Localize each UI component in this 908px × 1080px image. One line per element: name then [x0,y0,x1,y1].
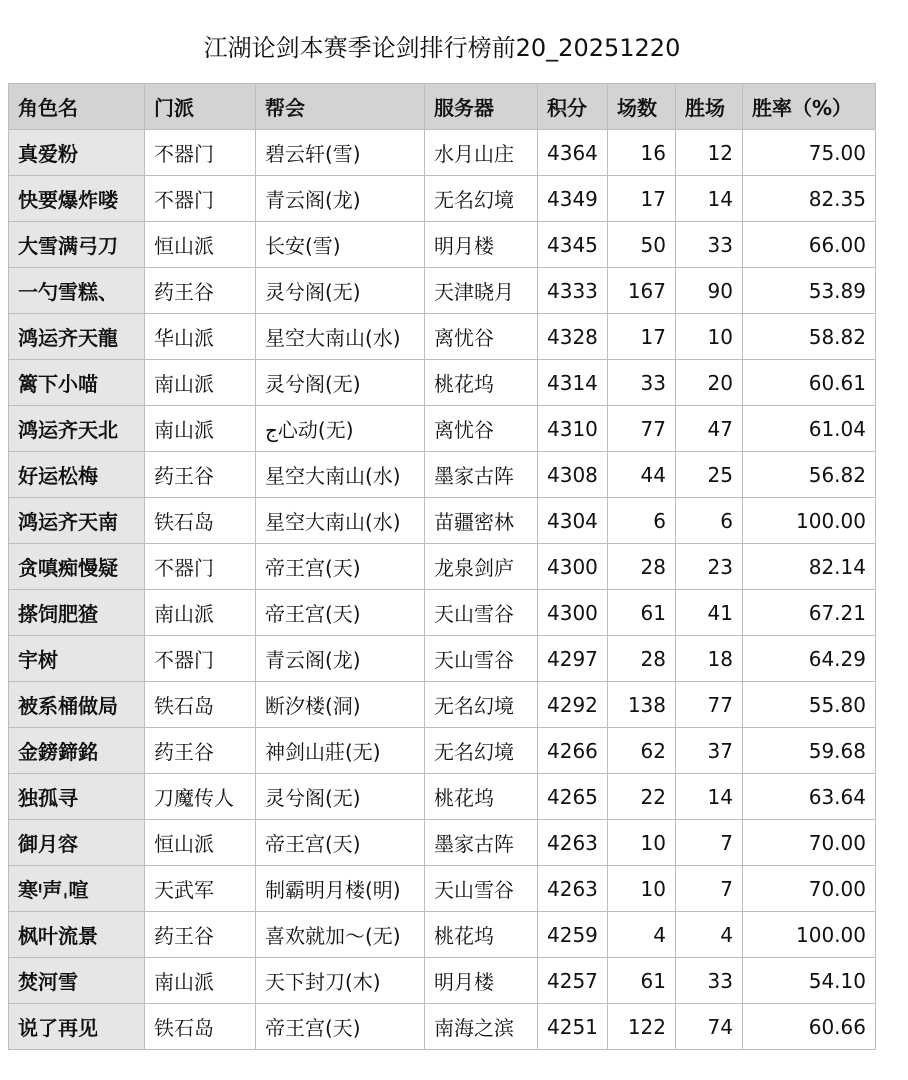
cell-games: 44 [608,452,676,498]
header-win-rate: 胜率（%） [743,84,876,130]
table-row [9,452,876,498]
header-score: 积分 [538,84,608,130]
cell-guild: ج心动(无) [256,406,425,452]
cell-character-name: 鸿运齐天龍 [9,314,145,360]
cell-win-rate: 75.00 [743,130,876,176]
cell-sect: 南山派 [145,360,256,406]
header-wins: 胜场 [676,84,743,130]
cell-character-name: 焚河雪 [9,958,145,1004]
cell-games: 61 [608,590,676,636]
cell-server: 明月楼 [425,222,538,268]
cell-score: 4300 [538,590,608,636]
cell-character-name: 枫叶流景 [9,912,145,958]
cell-server: 苗疆密林 [425,498,538,544]
cell-games: 17 [608,176,676,222]
table-row [9,268,876,314]
cell-guild: 灵兮阁(无) [256,360,425,406]
cell-server: 南海之滨 [425,1004,538,1050]
cell-server: 水月山庄 [425,130,538,176]
cell-wins: 6 [676,498,743,544]
ranking-table [8,83,876,1050]
cell-character-name: 鸿运齐天北 [9,406,145,452]
cell-sect: 铁石岛 [145,1004,256,1050]
cell-wins: 41 [676,590,743,636]
cell-guild: 灵兮阁(无) [256,774,425,820]
table-row [9,176,876,222]
cell-win-rate: 63.64 [743,774,876,820]
header-server: 服务器 [425,84,538,130]
cell-character-name: 被系桶做局 [9,682,145,728]
cell-guild: 星空大南山(水) [256,498,425,544]
cell-games: 10 [608,866,676,912]
cell-character-name: 篱下小喵 [9,360,145,406]
cell-sect: 药王谷 [145,728,256,774]
cell-character-name: 真爱粉 [9,130,145,176]
cell-score: 4297 [538,636,608,682]
cell-games: 22 [608,774,676,820]
cell-sect: 铁石岛 [145,498,256,544]
cell-guild: 喜欢就加～(无) [256,912,425,958]
cell-games: 6 [608,498,676,544]
cell-server: 离忧谷 [425,314,538,360]
cell-games: 4 [608,912,676,958]
cell-sect: 恒山派 [145,820,256,866]
header-games: 场数 [608,84,676,130]
cell-wins: 90 [676,268,743,314]
cell-sect: 南山派 [145,590,256,636]
cell-win-rate: 59.68 [743,728,876,774]
table-row [9,866,876,912]
cell-score: 4310 [538,406,608,452]
cell-win-rate: 64.29 [743,636,876,682]
header-character-name: 角色名 [9,84,145,130]
cell-win-rate: 56.82 [743,452,876,498]
table-row [9,728,876,774]
cell-score: 4263 [538,820,608,866]
cell-server: 龙泉剑庐 [425,544,538,590]
cell-score: 4257 [538,958,608,1004]
cell-wins: 37 [676,728,743,774]
cell-server: 天山雪谷 [425,636,538,682]
table-row [9,912,876,958]
cell-games: 50 [608,222,676,268]
cell-win-rate: 60.66 [743,1004,876,1050]
cell-wins: 10 [676,314,743,360]
cell-character-name: 搽饲肥猹 [9,590,145,636]
cell-win-rate: 61.04 [743,406,876,452]
cell-games: 62 [608,728,676,774]
table-row [9,406,876,452]
cell-server: 明月楼 [425,958,538,1004]
table-row [9,682,876,728]
cell-sect: 不器门 [145,636,256,682]
cell-wins: 77 [676,682,743,728]
cell-win-rate: 66.00 [743,222,876,268]
cell-guild: 断汐楼(洞) [256,682,425,728]
cell-character-name: 独孤寻 [9,774,145,820]
table-row [9,590,876,636]
cell-wins: 14 [676,774,743,820]
cell-character-name: 说了再见 [9,1004,145,1050]
cell-win-rate: 55.80 [743,682,876,728]
page-title: 江湖论剑本赛季论剑排行榜前20_20251220 [203,34,681,62]
cell-score: 4263 [538,866,608,912]
cell-wins: 7 [676,866,743,912]
cell-server: 墨家古阵 [425,452,538,498]
cell-score: 4300 [538,544,608,590]
cell-win-rate: 70.00 [743,866,876,912]
table-row [9,360,876,406]
cell-win-rate: 82.14 [743,544,876,590]
cell-score: 4345 [538,222,608,268]
cell-games: 10 [608,820,676,866]
cell-guild: 帝王宫(天) [256,590,425,636]
header-sect: 门派 [145,84,256,130]
table-row [9,774,876,820]
cell-win-rate: 58.82 [743,314,876,360]
cell-games: 28 [608,544,676,590]
cell-guild: 星空大南山(水) [256,452,425,498]
cell-wins: 74 [676,1004,743,1050]
table-row [9,1004,876,1050]
cell-sect: 恒山派 [145,222,256,268]
cell-guild: 神剑山莊(无) [256,728,425,774]
cell-server: 天津晓月 [425,268,538,314]
cell-character-name: 宇树 [9,636,145,682]
cell-character-name: 贪嗔痴慢疑 [9,544,145,590]
cell-wins: 4 [676,912,743,958]
cell-wins: 20 [676,360,743,406]
cell-character-name: 御月容 [9,820,145,866]
cell-guild: 碧云轩(雪) [256,130,425,176]
table-row [9,130,876,176]
cell-score: 4251 [538,1004,608,1050]
cell-games: 61 [608,958,676,1004]
cell-server: 离忧谷 [425,406,538,452]
cell-sect: 不器门 [145,130,256,176]
cell-games: 138 [608,682,676,728]
table-row [9,636,876,682]
cell-guild: 青云阁(龙) [256,636,425,682]
cell-win-rate: 70.00 [743,820,876,866]
cell-character-name: 好运松梅 [9,452,145,498]
cell-score: 4333 [538,268,608,314]
table-body [9,130,876,1050]
cell-server: 墨家古阵 [425,820,538,866]
cell-sect: 不器门 [145,176,256,222]
cell-sect: 铁石岛 [145,682,256,728]
cell-games: 33 [608,360,676,406]
cell-wins: 7 [676,820,743,866]
cell-score: 4314 [538,360,608,406]
cell-score: 4265 [538,774,608,820]
cell-wins: 33 [676,958,743,1004]
cell-score: 4328 [538,314,608,360]
cell-score: 4266 [538,728,608,774]
cell-score: 4259 [538,912,608,958]
cell-sect: 南山派 [145,958,256,1004]
cell-win-rate: 67.21 [743,590,876,636]
table-row [9,544,876,590]
cell-guild: 帝王宫(天) [256,544,425,590]
cell-sect: 药王谷 [145,452,256,498]
cell-guild: 帝王宫(天) [256,820,425,866]
cell-games: 122 [608,1004,676,1050]
cell-guild: 制霸明月楼(明) [256,866,425,912]
cell-guild: 青云阁(龙) [256,176,425,222]
cell-server: 桃花坞 [425,360,538,406]
cell-games: 16 [608,130,676,176]
cell-win-rate: 53.89 [743,268,876,314]
cell-character-name: 寒ᵎ声ˌ喧 [9,866,145,912]
cell-wins: 18 [676,636,743,682]
cell-server: 无名幻境 [425,728,538,774]
cell-guild: 帝王宫(天) [256,1004,425,1050]
header-guild: 帮会 [256,84,425,130]
cell-win-rate: 82.35 [743,176,876,222]
cell-games: 17 [608,314,676,360]
cell-games: 167 [608,268,676,314]
cell-sect: 药王谷 [145,268,256,314]
cell-wins: 33 [676,222,743,268]
cell-character-name: 大雪满弓刀 [9,222,145,268]
cell-server: 无名幻境 [425,682,538,728]
cell-guild: 灵兮阁(无) [256,268,425,314]
cell-score: 4308 [538,452,608,498]
cell-score: 4364 [538,130,608,176]
cell-server: 无名幻境 [425,176,538,222]
table-header-row [9,84,876,130]
cell-server: 桃花坞 [425,912,538,958]
cell-score: 4292 [538,682,608,728]
table-row [9,958,876,1004]
cell-wins: 14 [676,176,743,222]
cell-sect: 药王谷 [145,912,256,958]
cell-win-rate: 100.00 [743,912,876,958]
cell-games: 28 [608,636,676,682]
cell-win-rate: 100.00 [743,498,876,544]
cell-wins: 12 [676,130,743,176]
cell-character-name: 一勺雪糕、 [9,268,145,314]
cell-wins: 47 [676,406,743,452]
cell-sect: 天武军 [145,866,256,912]
table-row [9,498,876,544]
cell-guild: 星空大南山(水) [256,314,425,360]
cell-wins: 25 [676,452,743,498]
cell-guild: 长安(雪) [256,222,425,268]
cell-character-name: 快要爆炸喽 [9,176,145,222]
cell-win-rate: 60.61 [743,360,876,406]
cell-sect: 不器门 [145,544,256,590]
cell-server: 桃花坞 [425,774,538,820]
cell-games: 77 [608,406,676,452]
cell-score: 4349 [538,176,608,222]
cell-wins: 23 [676,544,743,590]
table-row [9,222,876,268]
cell-server: 天山雪谷 [425,866,538,912]
cell-score: 4304 [538,498,608,544]
table-row [9,820,876,866]
cell-sect: 华山派 [145,314,256,360]
cell-win-rate: 54.10 [743,958,876,1004]
cell-guild: 天下封刀(木) [256,958,425,1004]
cell-server: 天山雪谷 [425,590,538,636]
cell-character-name: 鸿运齐天南 [9,498,145,544]
cell-character-name: 金鎊鍗銘 [9,728,145,774]
table-row [9,314,876,360]
cell-sect: 南山派 [145,406,256,452]
cell-sect: 刀魔传人 [145,774,256,820]
